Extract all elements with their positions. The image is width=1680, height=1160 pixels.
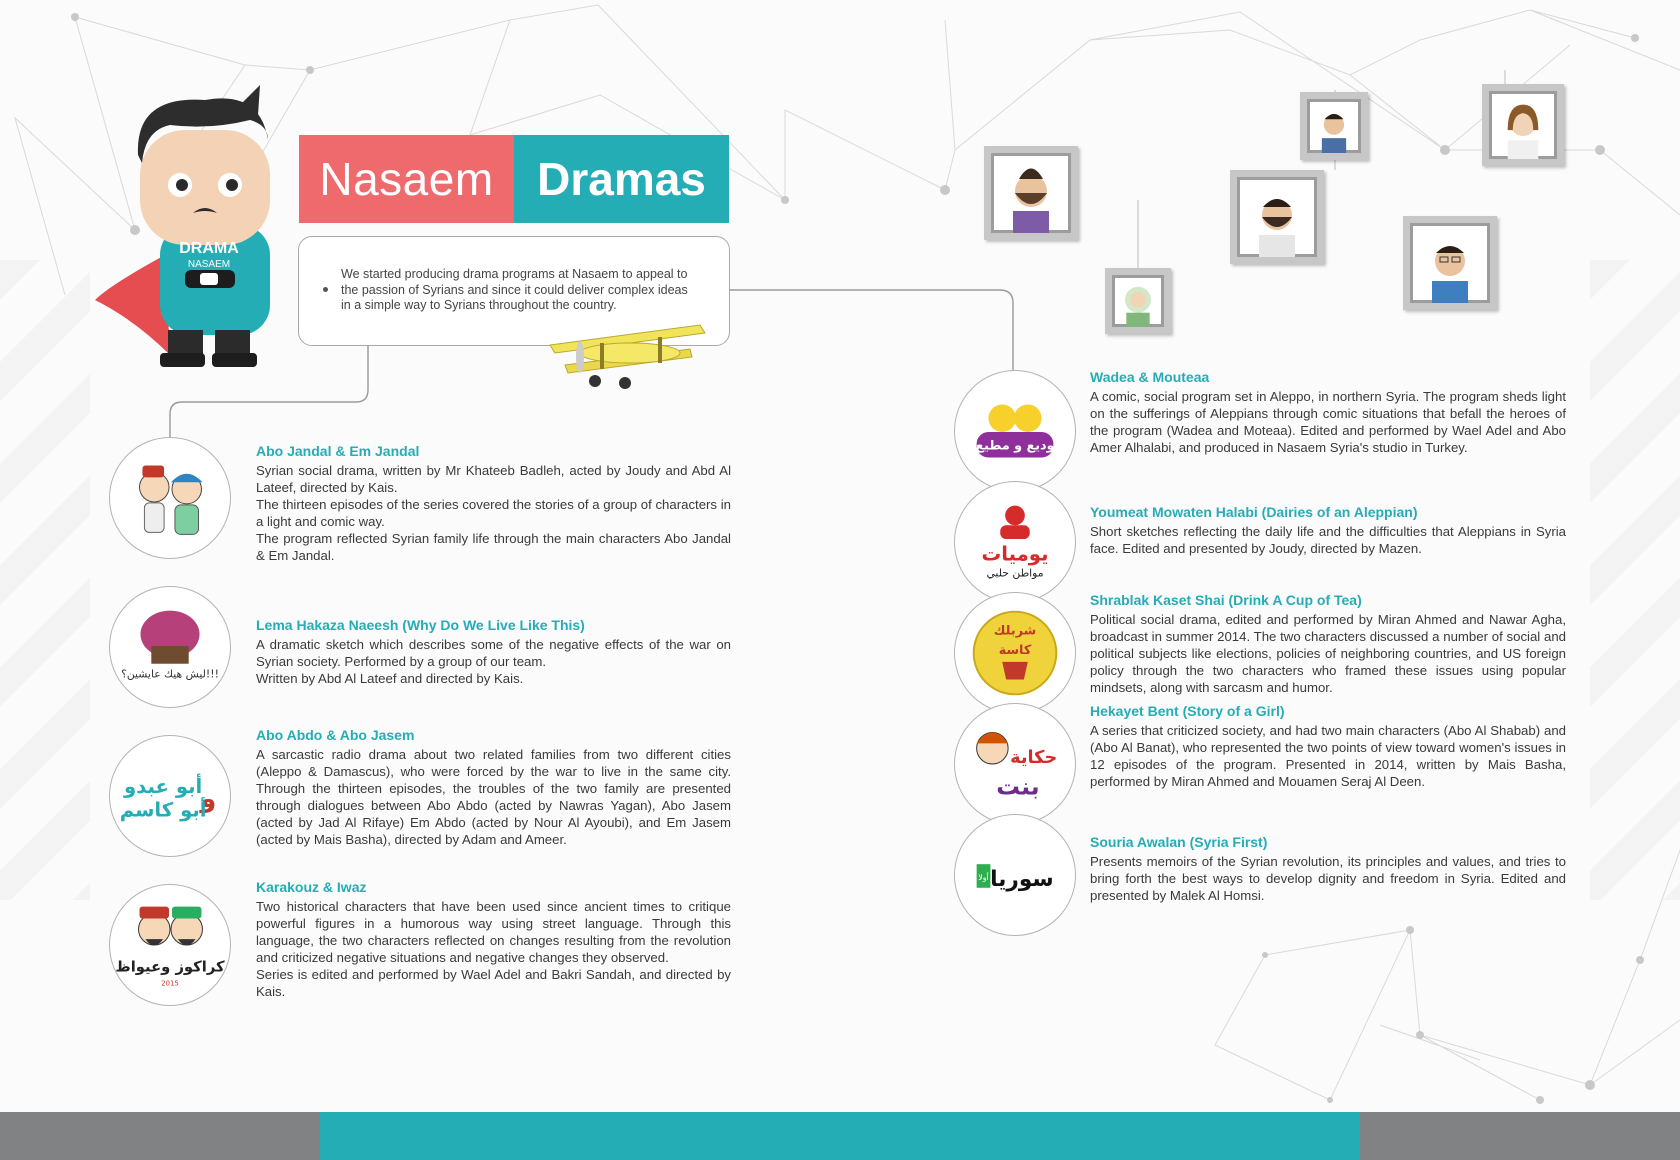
- program-paragraph: Syrian social drama, written by Mr Khateeb Badleh, acted by Joudy and Abd Al Lateef, directed by Kais.: [256, 463, 731, 495]
- program-paragraph: Short sketches reflecting the daily life and the difficulties that Aleppians in Syria face. Edited and presented by Joudy, directed by Mazen.: [1090, 524, 1566, 556]
- logo-wadea-mouteaa-artwork: [955, 371, 1075, 491]
- program-title: Abo Abdo & Abo Jasem: [256, 727, 415, 743]
- program-title: Shrablak Kaset Shai (Drink A Cup of Tea): [1090, 592, 1362, 608]
- program-abo-jandal: [256, 443, 731, 564]
- logo-souria-awalan-artwork: [955, 815, 1075, 935]
- program-paragraph: The thirteen episodes of the series covered the stories of a group of characters in a light and comic way.: [256, 497, 731, 529]
- logo-lema-hakaza: [109, 586, 231, 708]
- program-paragraph: Presents memoirs of the Syrian revolution, its principles and values, and tries to bring forth the best ways to develop dignity and freedom in Syria. Edited and presented by Malek Al Homsi.: [1090, 854, 1566, 903]
- intro-text: We started producing drama programs at Nasaem to appeal to the passion of Syrians and since it could deliver complex ideas in a simple way to Syrians throughout the country.: [341, 267, 688, 312]
- program-title: Lema Hakaza Naeesh (Why Do We Live Like This): [256, 617, 585, 633]
- logo-badge: أولا: [978, 872, 989, 882]
- avatar-bearded-man-icon: [991, 153, 1071, 233]
- program-title: Souria Awalan (Syria First): [1090, 834, 1268, 850]
- footer-bar-accent: [320, 1112, 1360, 1160]
- cape-icon: [95, 255, 170, 355]
- program-youmeat: [1090, 504, 1566, 557]
- program-paragraph: A comic, social program set in Aleppo, in northern Syria. The program sheds light on the sufferings of Aleppians through comic situations that befall the heroes of the program (Wadea and Moteaa). Edited and performed by Wael Adel and Abo Amer Alhalabi, and produced in Nasaem Syria's studio in Turkey.: [1090, 389, 1566, 455]
- program-title: Wadea & Mouteaa: [1090, 369, 1210, 385]
- logo-text: كراكوز وعيواظ: [115, 958, 225, 976]
- portrait-frame: [1300, 92, 1368, 160]
- logo-souria-awalan: [954, 814, 1076, 936]
- portrait-frame: [984, 146, 1078, 240]
- avatar-man-beard-icon: [1237, 177, 1317, 257]
- left-stripe-pattern: [0, 260, 90, 900]
- brain-icon: [110, 587, 230, 707]
- logo-wadea-mouteaa: [954, 370, 1076, 492]
- logo-hekayet-bent: [954, 703, 1076, 825]
- logo-shrablak-artwork: [955, 593, 1075, 713]
- biplane-icon: [540, 315, 710, 395]
- portrait-frame: [1230, 170, 1324, 264]
- tea-glass-icon: [1002, 662, 1028, 680]
- logo-text-line1: أبو عبدو: [123, 775, 203, 799]
- logo-youmeat-artwork: [955, 482, 1075, 602]
- logo-and: و: [200, 783, 217, 814]
- program-paragraph: Two historical characters that have been used since ancient times to critique powerful figures in a humorous way using street language. Through this language, the two characters reflected on changes resulting from the revolution and criticized negative situations and negative changes they observed.: [256, 899, 731, 965]
- portrait-frame: [1482, 84, 1564, 166]
- program-paragraph: Series is edited and performed by Wael Adel and Bakri Sandah, and directed by Kais.: [256, 967, 731, 999]
- logo-text-line1: شربلك: [993, 623, 1037, 639]
- logo-text-line1: حكاية: [1010, 748, 1058, 769]
- logo-text-line1: يوميات: [981, 542, 1049, 566]
- avatar-young-man-icon: [1307, 99, 1361, 153]
- program-paragraph: Written by Abd Al Lateef and directed by Kais.: [256, 671, 524, 686]
- logo-hekayet-bent-artwork: [955, 704, 1075, 824]
- program-lema-hakaza: [256, 617, 731, 687]
- program-shrablak: [1090, 592, 1566, 696]
- logo-text-line2: مواطن حلبي: [986, 566, 1044, 580]
- program-title: Hekayet Bent (Story of a Girl): [1090, 703, 1285, 719]
- portrait-frame: [1403, 216, 1497, 310]
- program-abo-abdo: [256, 727, 731, 848]
- program-title: Youmeat Mowaten Halabi (Dairies of an Aleppian): [1090, 504, 1418, 520]
- logo-abo-abdo-artwork: [110, 736, 230, 856]
- program-paragraph: A series that criticized society, and had two main characters (Abo Al Shabab) and (Abo Al Banat), who represented the two points of view toward women's issues in 12 episodes of the program. Presented in 2014, written by Mais Basha, performed by Miran Ahmed and Mouamen Seraj Al Deen.: [1090, 723, 1566, 789]
- bullet-icon: [323, 287, 328, 292]
- program-hekayet-bent: [1090, 703, 1566, 790]
- cartoon-couple-icon: [110, 438, 230, 558]
- logo-youmeat: [954, 481, 1076, 603]
- avatar-man-glasses-icon: [1410, 223, 1490, 303]
- logo-abo-abdo: [109, 735, 231, 857]
- logo-abo-jandal: [109, 437, 231, 559]
- logo-text-line2: بنت: [996, 772, 1040, 801]
- right-stripe-pattern: [1590, 260, 1680, 900]
- mascot-shirt-text: DRAMA: [179, 240, 239, 257]
- logo-text: وديع و مطيع: [975, 438, 1055, 454]
- avatar-woman-icon: [1489, 91, 1557, 159]
- mascot-shirt-subtext: NASAEM: [187, 259, 231, 270]
- logo-text: ليش هيك عايشين؟!!!: [121, 667, 219, 681]
- page-title-nasaem: Nasaem: [299, 135, 514, 223]
- program-paragraph: A sarcastic radio drama about two related families from two different cities (Aleppo & Damascus), who were forced by the war to live in the same city. Through the thirteen episodes, the troubles of the two family are presented through dialogues between Abo Abdo (acted by Nawras Yagan), Abo Jasem (acted by Jad Al Rifaye) Em Abdo (acted by Nour Al Ayoubi), and Em Jasem (acted by Mais Basha), directed by Adam and Ameer.: [256, 747, 731, 847]
- karakouz-characters-icon: [110, 885, 230, 1005]
- logo-year: 2015: [161, 979, 179, 988]
- program-souria-awalan: [1090, 834, 1566, 904]
- portrait-frame: [1105, 268, 1171, 334]
- logo-shrablak: [954, 592, 1076, 714]
- logo-karakouz: [109, 884, 231, 1006]
- avatar-woman-hijab-icon: [1112, 275, 1164, 327]
- program-karakouz: [256, 879, 731, 1000]
- logo-text-line2: كاسة: [998, 642, 1032, 658]
- footer-bar: [0, 1112, 1680, 1160]
- mascot-superhero-illustration: [90, 85, 300, 375]
- logo-text: سوريا: [990, 866, 1054, 892]
- program-paragraph: A dramatic sketch which describes some of the negative effects of the war on Syrian society. Performed by a group of our team.: [256, 637, 731, 669]
- program-title: Karakouz & Iwaz: [256, 879, 367, 895]
- program-title: Abo Jandal & Em Jandal: [256, 443, 420, 459]
- logo-text-line2: أبو كاسم: [119, 798, 207, 822]
- program-wadea-mouteaa: [1090, 369, 1566, 456]
- program-paragraph: The program reflected Syrian family life through the main characters Abo Jandal & Em Jandal.: [256, 531, 731, 563]
- program-paragraph: Political social drama, edited and performed by Miran Ahmed and Nawar Agha, broadcast in summer 2014. The two characters discussed a number of social and political subjects like elections, policies of neighboring countries, and US foreign policy through the two characters who framed these issues using popular mindsets, along with sarcasm and humor.: [1090, 612, 1566, 695]
- page-title-dramas: Dramas: [514, 135, 729, 223]
